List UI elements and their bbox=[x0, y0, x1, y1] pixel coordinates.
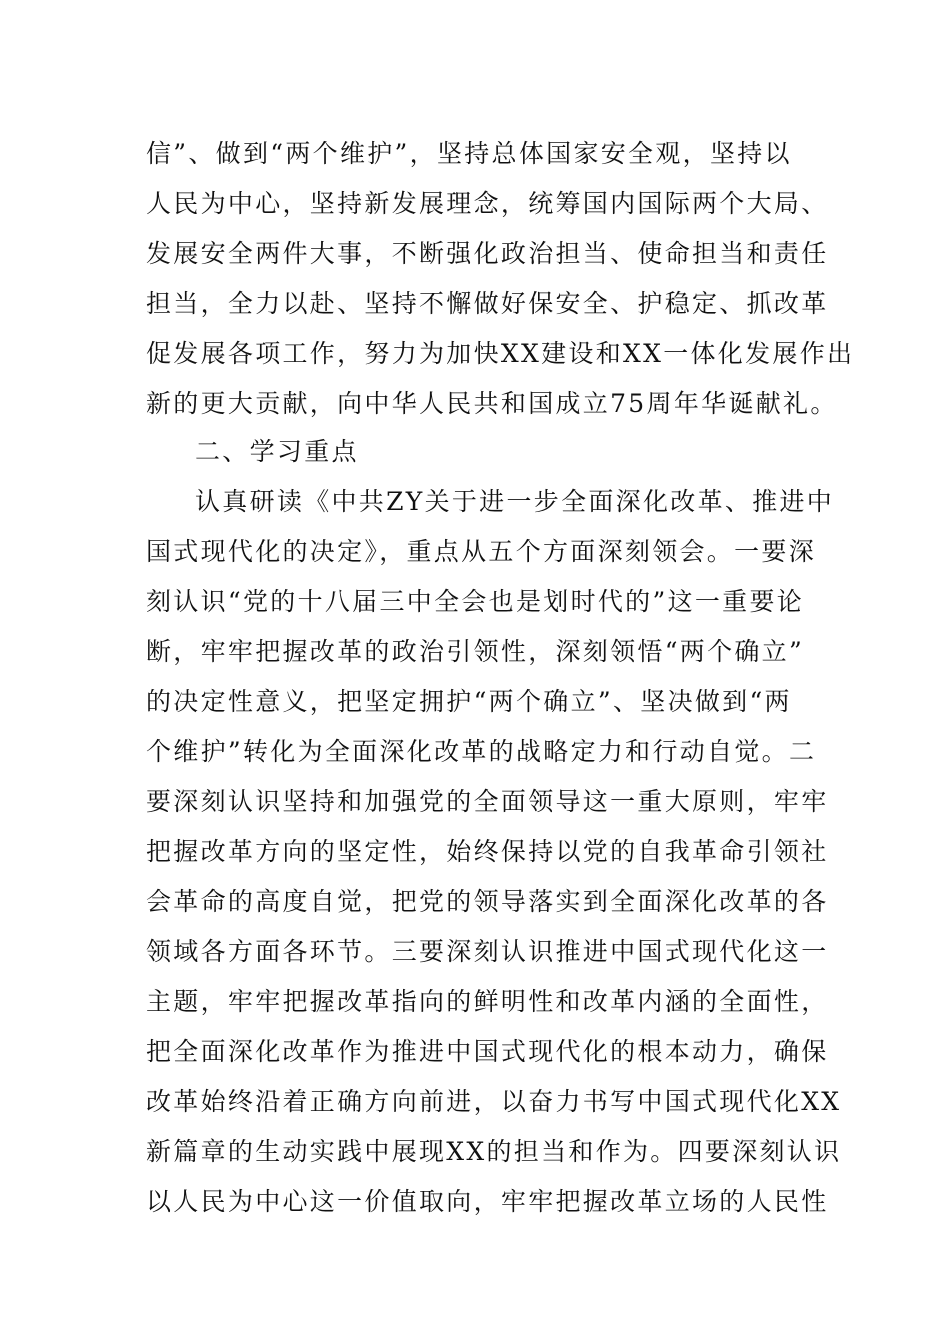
text-line: 的决定性意义，把坚定拥护“两个确立”、坚决做到“两 bbox=[146, 687, 792, 716]
text-line: 主题，牢牢把握改革指向的鲜明性和改革内涵的全面性， bbox=[146, 987, 829, 1016]
text-line: 认真研读《中共ZY关于进一步全面深化改革、推进中 bbox=[195, 487, 835, 516]
text-line: 领域各方面各环节。三要深刻认识推进中国式现代化这一 bbox=[146, 937, 829, 966]
text-line: 改革始终沿着正确方向前进，以奋力书写中国式现代化XX bbox=[146, 1087, 842, 1116]
text-line: 把全面深化改革作为推进中国式现代化的根本动力，确保 bbox=[146, 1037, 829, 1066]
text-line: 个维护”转化为全面深化改革的战略定力和行动自觉。二 bbox=[146, 737, 817, 766]
text-line: 发展安全两件大事，不断强化政治担当、使命担当和责任 bbox=[146, 239, 829, 268]
text-line: 刻认识“党的十八届三中全会也是划时代的”这一重要论 bbox=[146, 587, 805, 616]
section-heading: 二、学习重点 bbox=[195, 437, 359, 466]
text-line: 人民为中心，坚持新发展理念，统筹国内国际两个大局、 bbox=[146, 189, 829, 218]
text-line: 以人民为中心这一价值取向，牢牢把握改革立场的人民性 bbox=[146, 1187, 829, 1216]
text-line: 要深刻认识坚持和加强党的全面领导这一重大原则，牢牢 bbox=[146, 787, 829, 816]
text-line: 信”、做到“两个维护”，坚持总体国家安全观，坚持以 bbox=[146, 139, 792, 168]
text-line: 把握改革方向的坚定性，始终保持以党的自我革命引领社 bbox=[146, 837, 829, 866]
text-line: 国式现代化的决定》，重点从五个方面深刻领会。一要深 bbox=[146, 537, 817, 566]
text-line: 担当，全力以赴、坚持不懈做好保安全、护稳定、抓改革 bbox=[146, 289, 829, 318]
text-line: 促发展各项工作，努力为加快XX建设和XX一体化发展作出 bbox=[146, 339, 855, 368]
text-line: 新的更大贡献，向中华人民共和国成立75周年华诞献礼。 bbox=[146, 389, 838, 418]
text-line: 会革命的高度自觉，把党的领导落实到全面深化改革的各 bbox=[146, 887, 829, 916]
text-line: 断，牢牢把握改革的政治引领性，深刻领悟“两个确立” bbox=[146, 637, 805, 666]
text-line: 新篇章的生动实践中展现XX的担当和作为。四要深刻认识 bbox=[146, 1137, 842, 1166]
